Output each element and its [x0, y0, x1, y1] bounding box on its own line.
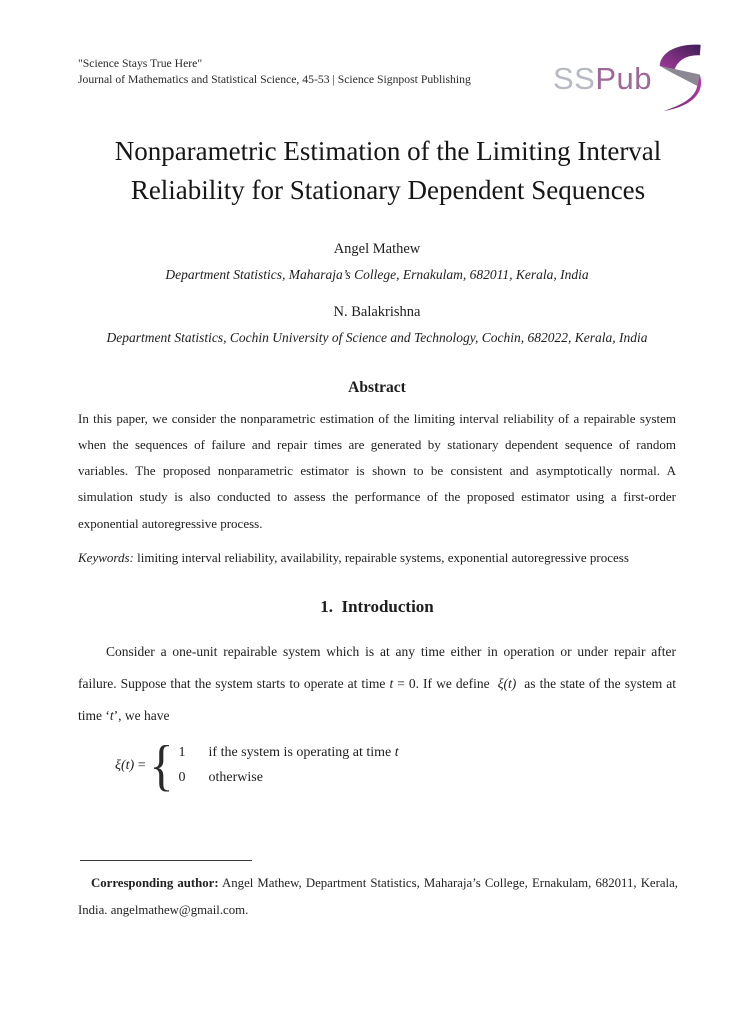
footnote-divider [80, 860, 252, 861]
journal-tagline: "Science Stays True Here" [78, 57, 203, 70]
journal-name-line: Journal of Mathematics and Statistical Science, 45-53 | Science Signpost Publishing [78, 72, 471, 86]
case-value: 1 [178, 745, 186, 761]
author-name: Angel Mathew [333, 240, 421, 257]
section-heading-introduction: 1. Introduction [320, 596, 434, 616]
footnote-text [78, 870, 678, 924]
logo-text-ss: SS [553, 61, 596, 96]
corresponding-author-details: Angel Mathew, Department Statistics, Maharaja’s College, Ernakulam, 682011, Kerala, India. angelmathew@gmail.com. [78, 876, 678, 917]
case-text: if the system is operating at time [208, 745, 395, 761]
keywords-line [78, 543, 676, 572]
authors-block [78, 241, 676, 346]
case-value: 0 [178, 770, 186, 786]
equation-cases [179, 742, 399, 789]
author-affiliation: Department Statistics, Maharaja’s College, Ernakulam, 682011, Kerala, India [165, 266, 589, 282]
case-text: otherwise [208, 770, 263, 786]
paper-title: Nonparametric Estimation of the Limiting Interval Reliability for Stationary Dependent Sequences [114, 135, 662, 205]
journal-header [78, 56, 508, 88]
state-equation [115, 734, 676, 797]
keywords-label: Keywords: [78, 549, 134, 565]
inline-math-xi: ξ(t) [497, 675, 517, 691]
footnote [78, 860, 678, 924]
introduction-section [78, 597, 676, 732]
intro-text: as the state of the system at time ‘ [78, 675, 676, 723]
publisher-logo [553, 44, 702, 112]
author-affiliation: Department Statistics, Cochin University of Science and Technology, Cochin, 682022, Kerala, India [106, 329, 648, 345]
s-ribbon-icon [654, 44, 702, 112]
case-row [179, 767, 399, 789]
logo-text [553, 61, 652, 97]
inline-math-t: t [394, 745, 399, 761]
intro-text: = 0. If we define [393, 675, 498, 691]
equation-equals: = [134, 757, 146, 773]
corresponding-author-label: Corresponding author: [91, 876, 219, 890]
intro-text: Consider a one-unit repairable system which is at any time either in operation or under repair after failure. Suppose that the system starts to operate at time [78, 643, 676, 691]
abstract-body: In this paper, we consider the nonparametric estimation of the limiting interval reliability of a repairable system when the sequences of failure and repair times are generated by stationary dependent sequence of random variables. The proposed nonparametric estimator is shown to be consistent and asymptotically normal. A simulation study is also conducted to assess the performance of the proposed estimator using a first-order exponential autoregressive process. [78, 410, 676, 531]
keywords-text: limiting interval reliability, availability, repairable systems, exponential autoregressive process [133, 549, 629, 565]
case-condition [209, 767, 263, 789]
equation-xi: ξ(t) [115, 757, 135, 773]
inline-math-t: t [389, 675, 394, 691]
inline-math-t: t [109, 707, 114, 723]
intro-text: ’, we have [113, 707, 170, 723]
equation-brace: { [148, 734, 174, 797]
case-row [179, 742, 399, 764]
abstract-heading: Abstract [348, 378, 406, 396]
intro-paragraph [78, 636, 676, 732]
case-condition [209, 742, 399, 764]
equation-lhs [115, 758, 146, 774]
logo-text-pub: Pub [595, 61, 653, 96]
abstract-section [78, 379, 676, 572]
author-name: N. Balakrishna [333, 303, 421, 320]
